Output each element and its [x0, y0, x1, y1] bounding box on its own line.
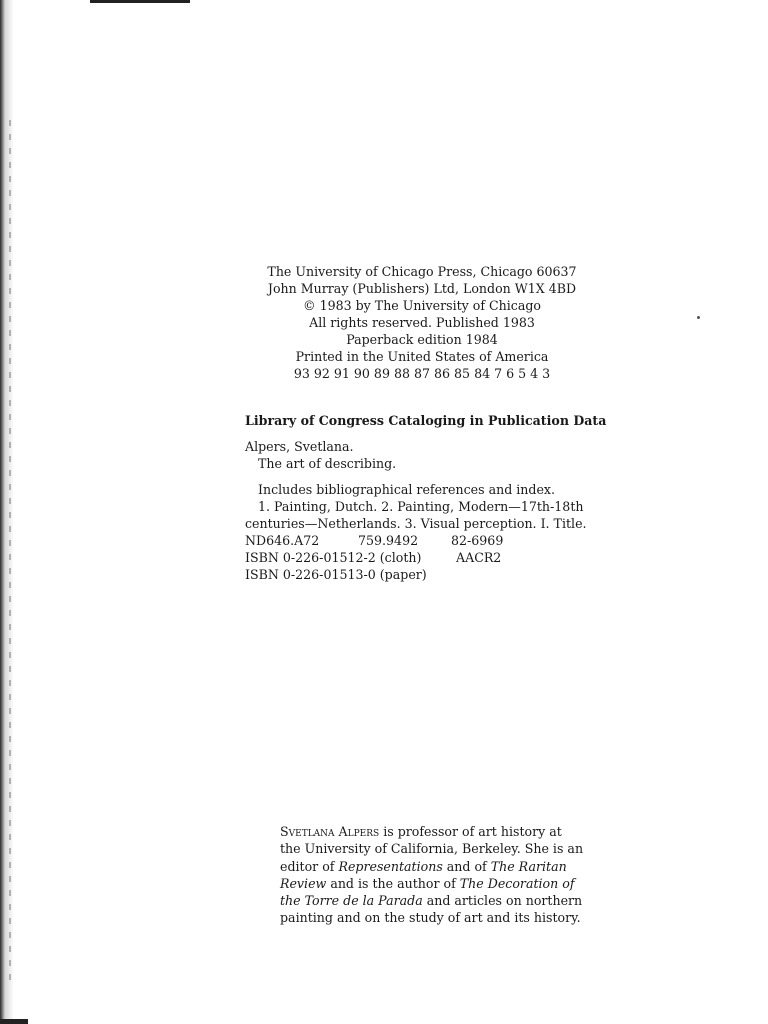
cip-isbn-paper: ISBN 0-226-01513-0 (paper)	[245, 567, 427, 582]
cip-title: The art of describing.	[258, 456, 397, 471]
publisher-line-london: John Murray (Publishers) Ltd, London W1X 4BD	[267, 281, 577, 296]
scan-binding-edge	[0, 0, 14, 1024]
cip-heading: Library of Congress Cataloging in Publication Data	[245, 413, 607, 428]
cip-author: Alpers, Svetlana.	[245, 439, 354, 454]
printed-line: Printed in the United States of America	[295, 349, 549, 364]
publisher-block	[232, 263, 612, 382]
scan-bottom-mark	[0, 1019, 28, 1024]
author-note	[280, 823, 590, 927]
cip-subjects-2: centuries—Netherlands. 3. Visual perception. I. Title.	[245, 516, 587, 531]
cip-isbn-cloth: ISBN 0-226-01512-2 (cloth)	[245, 550, 422, 565]
scan-top-mark	[90, 0, 190, 3]
author-note-line-5: the Torre de la Parada and articles on northern	[280, 893, 583, 909]
paperback-line: Paperback edition 1984	[346, 332, 498, 347]
copyright-line: © 1983 by The University of Chicago	[302, 298, 542, 313]
author-note-line-3: editor of Representations and of The Raritan	[280, 858, 567, 874]
rights-line: All rights reserved. Published 1983	[309, 315, 535, 330]
cip-classification-row	[245, 532, 665, 549]
cip-notes: Includes bibliographical references and index.	[258, 482, 556, 497]
publisher-line-chicago: The University of Chicago Press, Chicago 60637	[267, 264, 577, 279]
printing-numbers: 93 92 91 90 89 88 87 86 85 84 7 6 5 4 3	[293, 366, 551, 381]
cip-data-block	[245, 412, 665, 583]
cip-aacr: AACR2	[456, 550, 502, 565]
author-name: Svetlana Alpers	[280, 824, 380, 839]
cip-lccn: 82-6969	[451, 533, 504, 548]
journal-raritan: The Raritan	[490, 858, 567, 874]
author-note-line-4: Review and is the author of The Decoration of	[280, 875, 575, 891]
author-note-line-6: painting and on the study of art and its history.	[280, 910, 581, 926]
scan-speck	[697, 316, 700, 319]
author-note-line-2: the University of California, Berkeley. She is an	[280, 841, 584, 857]
cip-subjects-1: 1. Painting, Dutch. 2. Painting, Modern—17th-18th	[258, 499, 584, 514]
book-decoration: The Decoration of	[459, 875, 575, 891]
journal-representations: Representations	[338, 858, 443, 874]
cip-call-number: ND646.A72	[245, 533, 320, 548]
cip-isbn-cloth-row	[245, 549, 665, 566]
cip-dewey: 759.9492	[358, 533, 419, 548]
author-note-line-1: Svetlana Alpers is professor of art history at	[280, 824, 562, 839]
